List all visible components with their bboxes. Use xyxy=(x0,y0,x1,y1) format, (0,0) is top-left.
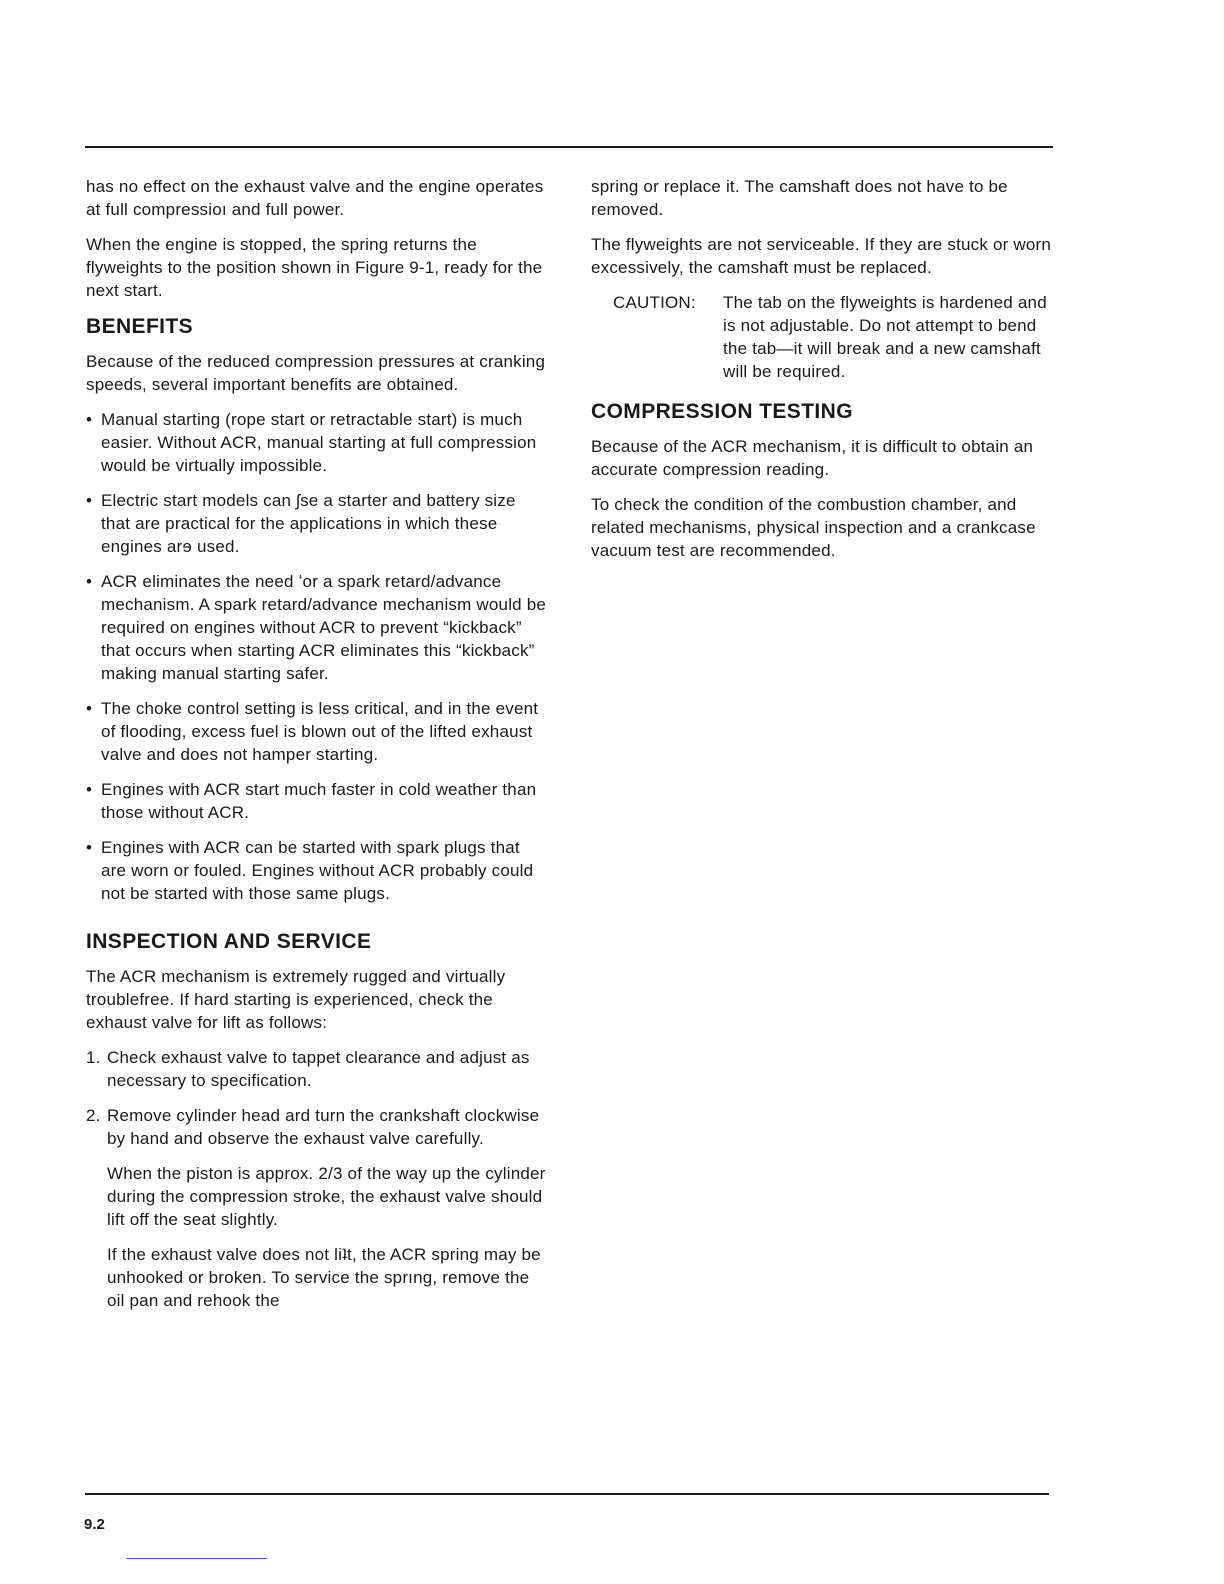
benefits-section xyxy=(86,314,548,905)
spring-paragraph: If the exhaust valve does not liʇt, the ACR spring may be unhooked or broken. To service the sprıng, remove the oil pan and rehook the xyxy=(107,1245,541,1310)
list-item-text: ACR eliminates the need ʻor a spark retard/advance mechanism. A spark retard/advance mechanism would be required on engines without ACR to prevent “kickback” that occurs when starting ACR eliminates this “kickback” making manual starting safer. xyxy=(101,572,547,683)
stopped-engine-paragraph: When the engine is stopped, the spring returns the flyweights to the position shown in Figure 9-1, ready for the next start. xyxy=(86,235,543,300)
inspection-steps xyxy=(86,1046,548,1150)
step-text: Check exhaust valve to tappet clearance and adjust as necessary to specification. xyxy=(107,1048,530,1090)
list-item xyxy=(86,408,548,477)
benefits-intro: Because of the reduced compression pressures at cranking speeds, several important benefits are obtained. xyxy=(86,352,546,394)
caution-note xyxy=(613,291,1056,383)
benefits-heading: BENEFITS xyxy=(86,315,194,338)
list-item xyxy=(86,570,548,685)
caution-label: CAUTION: xyxy=(613,293,696,312)
bullet-icon: • xyxy=(86,410,93,429)
piston-paragraph: When the piston is approx. 2/3 of the way up the cylinder during the compression stroke, the exhaust valve should lift off the seat slightly. xyxy=(107,1164,546,1229)
inspection-check-paragraph: To check the condition of the combustion chamber, and related mechanisms, physical inspection and a crankcase vacuum test are recommended. xyxy=(591,495,1036,560)
list-item xyxy=(86,1046,548,1092)
list-item xyxy=(86,489,548,558)
compression-heading: COMPRESSION TESTING xyxy=(591,400,853,423)
list-item xyxy=(86,836,548,905)
step-text: Remove cylinder head ard turn the crankshaft clockwise by hand and observe the exhaust valve carefully. xyxy=(107,1106,540,1148)
inspection-heading: INSPECTION AND SERVICE xyxy=(86,930,372,953)
inspection-intro: The ACR mechanism is extremely rugged and virtually troublefree. If hard starting is experienced, check the exhaust valve for lift as follows: xyxy=(86,967,506,1032)
list-item-text: Engines with ACR can be started with spark plugs that are worn or fouled. Engines without ACR probably could not be started with those same plugs. xyxy=(101,838,534,903)
step-number: 1. xyxy=(86,1048,101,1067)
benefits-list xyxy=(86,408,548,905)
flyweights-paragraph: The flyweights are not serviceable. If they are stuck or worn excessively, the camshaft must be replaced. xyxy=(591,235,1052,277)
list-item-text: Electric start models can ʃse a starter and battery size that are practical for the applications in which these engines arɘ used. xyxy=(101,491,516,556)
list-item xyxy=(86,1104,548,1150)
bullet-icon: • xyxy=(86,572,93,591)
list-item-text: The choke control setting is less critical, and in the event of flooding, excess fuel is blown out of the lifted exhaust valve and does not hamper starting. xyxy=(101,699,539,764)
continued-paragraph: has no effect on the exhaust valve and the engine operates at full compressioı and full power. xyxy=(86,177,544,219)
spring-continued-paragraph: spring or replace it. The camshaft does not have to be removed. xyxy=(591,177,1008,219)
bullet-icon: • xyxy=(86,838,93,857)
bullet-icon: • xyxy=(86,699,93,718)
left-column xyxy=(86,175,548,1324)
page-number: 9.2 xyxy=(84,1516,105,1533)
bottom-rule xyxy=(85,1493,1049,1495)
inspection-section xyxy=(86,929,548,1312)
list-item xyxy=(86,778,548,824)
compression-section xyxy=(591,399,1056,562)
list-item xyxy=(86,697,548,766)
compression-paragraph: Because of the ACR mechanism, it is difficult to obtain an accurate compression reading. xyxy=(591,437,1034,479)
list-item-text: Manual starting (rope start or retractable start) is much easier. Without ACR, manual starting at full compression would be virtually impossible. xyxy=(101,410,537,475)
caution-text: The tab on the flyweights is hardened and is not adjustable. Do not attempt to bend the tab—it will break and a new camshaft will be required. xyxy=(723,293,1047,381)
bullet-icon: • xyxy=(86,491,93,510)
list-item-text: Engines with ACR start much faster in cold weather than those without ACR. xyxy=(101,780,537,822)
step-number: 2. xyxy=(86,1106,101,1125)
link-underline xyxy=(126,1558,267,1559)
top-rule xyxy=(85,146,1053,148)
bullet-icon: • xyxy=(86,780,93,799)
right-column xyxy=(591,175,1056,574)
